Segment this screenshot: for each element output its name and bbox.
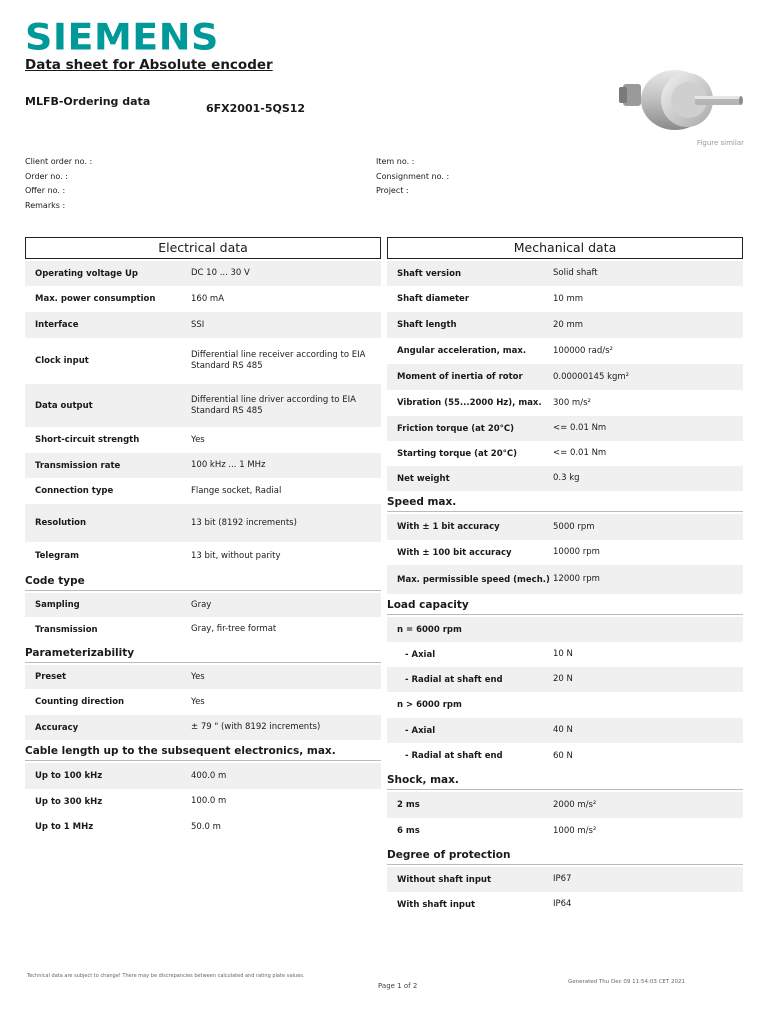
table-row <box>387 416 743 441</box>
row-value: 60 N <box>553 750 573 761</box>
row-key: Data output <box>35 400 93 411</box>
row-key: Vibration (55...2000 Hz), max. <box>397 398 542 408</box>
row-value: Gray, fir-tree format <box>191 624 277 634</box>
row-key: 6 ms <box>397 826 420 836</box>
encoder-product-image <box>615 70 745 140</box>
parameterizability-heading: Parameterizability <box>25 642 381 663</box>
row-key: Max. permissible speed (mech.) <box>397 574 550 585</box>
speed-max-heading: Speed max. <box>387 491 743 512</box>
row-key: Angular acceleration, max. <box>397 346 527 356</box>
row-value: SSI <box>191 319 205 330</box>
row-value: Yes <box>191 696 205 707</box>
row-value: 0.00000145 kgm² <box>553 371 630 382</box>
mlfb-label: MLFB-Ordering data <box>25 95 151 108</box>
row-value: 10000 rpm <box>553 547 600 557</box>
table-row <box>25 715 381 740</box>
row-key: - Axial <box>405 649 436 660</box>
table-row <box>25 286 381 312</box>
table-row <box>25 542 381 570</box>
code-type-heading: Code type <box>25 570 381 591</box>
row-value: 40 N <box>553 725 573 735</box>
row-value: Yes <box>191 434 205 445</box>
table-row <box>387 565 743 594</box>
row-key: Interface <box>35 320 79 330</box>
row-value: 400.0 m <box>191 770 227 781</box>
row-value: 50.0 m <box>191 821 221 832</box>
mechanical-data-header: Mechanical data <box>387 237 743 259</box>
row-key: - Axial <box>405 725 436 736</box>
document-title: Data sheet for Absolute encoder <box>25 57 273 73</box>
table-row <box>387 743 743 769</box>
table-row <box>387 466 743 491</box>
row-value: Differential line receiver according to EIA Standard RS 485 <box>191 350 366 371</box>
table-row <box>387 312 743 338</box>
row-key: Shaft diameter <box>397 294 470 304</box>
row-value: Yes <box>191 671 205 682</box>
row-value: 12000 rpm <box>553 574 600 584</box>
table-row <box>387 718 743 743</box>
row-value: Differential line driver according to EIA Standard RS 485 <box>191 394 356 416</box>
row-value: IP64 <box>553 899 572 909</box>
table-row <box>25 453 381 478</box>
table-row <box>387 261 743 286</box>
row-value: 300 m/s² <box>553 397 591 408</box>
table-row <box>387 286 743 312</box>
order-info-right <box>376 155 449 199</box>
cable-length-heading: Cable length up to the subsequent electronics, max. <box>25 740 381 761</box>
row-key: - Radial at shaft end <box>405 674 503 685</box>
table-row <box>25 478 381 504</box>
table-row <box>387 540 743 565</box>
row-key: Sampling <box>35 600 80 610</box>
row-key: Counting direction <box>35 697 125 707</box>
item-no-label: Item no. : <box>376 157 415 166</box>
project-label: Project : <box>376 186 409 195</box>
figure-caption: Figure similar <box>696 139 744 147</box>
load-capacity-heading: Load capacity <box>387 594 743 615</box>
offer-no-label: Offer no. : <box>25 186 66 195</box>
table-row <box>387 338 743 364</box>
table-row <box>387 818 743 844</box>
row-value: 100.0 m <box>191 796 227 806</box>
table-row <box>25 593 381 617</box>
row-key: Telegram <box>35 551 79 561</box>
row-value: 13 bit (8192 increments) <box>191 517 297 528</box>
degree-of-protection-heading: Degree of protection <box>387 844 743 865</box>
row-value: 100 kHz ... 1 MHz <box>191 460 266 470</box>
table-row <box>25 763 381 789</box>
row-value: 100000 rad/s² <box>553 345 613 356</box>
row-key: With ± 100 bit accuracy <box>397 547 512 558</box>
order-info-left <box>25 155 92 213</box>
row-value: DC 10 ... 30 V <box>191 268 250 278</box>
row-value: IP67 <box>553 874 572 884</box>
row-key: Without shaft input <box>397 874 492 885</box>
row-key: Preset <box>35 672 67 682</box>
row-value: 5000 rpm <box>553 521 595 532</box>
row-key: Max. power consumption <box>35 294 156 304</box>
row-value: Gray <box>191 599 212 610</box>
table-row <box>25 789 381 814</box>
siemens-logo: SIEMENS <box>25 16 219 58</box>
shock-max-heading: Shock, max. <box>387 769 743 790</box>
row-key: Operating voltage Up <box>35 268 138 279</box>
row-value: Solid shaft <box>553 268 598 278</box>
row-key: Short-circuit strength <box>35 435 140 445</box>
table-row <box>387 514 743 540</box>
row-key: Up to 1 MHz <box>35 822 94 832</box>
table-row <box>25 504 381 542</box>
row-key: Clock input <box>35 356 89 366</box>
table-row <box>25 427 381 453</box>
row-key: With ± 1 bit accuracy <box>397 522 500 532</box>
table-row <box>387 441 743 466</box>
table-row <box>25 814 381 840</box>
row-value: 10 N <box>553 649 573 659</box>
row-key: n = 6000 rpm <box>397 624 462 635</box>
row-key: Net weight <box>397 473 450 484</box>
row-key: Resolution <box>35 518 87 528</box>
remarks-label: Remarks : <box>25 200 66 210</box>
row-key: Shaft length <box>397 320 457 330</box>
row-value: 0.3 kg <box>553 473 580 483</box>
table-row <box>387 642 743 667</box>
row-key: Friction torque (at 20°C) <box>397 423 515 434</box>
table-row <box>387 667 743 692</box>
mechanical-data-column <box>387 237 743 917</box>
row-key: Starting torque (at 20°C) <box>397 448 517 459</box>
row-key: Transmission <box>35 624 98 635</box>
row-value: <= 0.01 Nm <box>553 448 607 458</box>
table-row <box>25 689 381 715</box>
row-value: 160 mA <box>191 293 225 304</box>
row-key: Up to 300 kHz <box>35 796 103 807</box>
table-row <box>25 617 381 642</box>
row-value: 1000 m/s² <box>553 825 597 836</box>
consignment-no-label: Consignment no. : <box>376 171 450 181</box>
table-row <box>387 892 743 917</box>
table-row <box>25 312 381 338</box>
row-key: - Radial at shaft end <box>405 751 503 761</box>
table-row <box>387 692 743 718</box>
table-row <box>387 390 743 416</box>
row-key: 2 ms <box>397 800 420 810</box>
table-row <box>387 792 743 818</box>
row-key: With shaft input <box>397 899 476 910</box>
row-key: Connection type <box>35 486 114 496</box>
row-value: 2000 m/s² <box>553 799 597 810</box>
table-row <box>25 665 381 689</box>
row-key: Transmission rate <box>35 460 121 471</box>
table-row <box>387 617 743 642</box>
row-value: <= 0.01 Nm <box>553 423 607 433</box>
table-row <box>25 384 381 427</box>
client-order-label: Client order no. : <box>25 157 93 166</box>
row-value: Flange socket, Radial <box>191 485 282 496</box>
row-value: 13 bit, without parity <box>191 550 281 561</box>
row-key: Accuracy <box>35 722 79 733</box>
page-number: Page 1 of 2 <box>378 982 418 990</box>
row-key: n > 6000 rpm <box>397 700 462 710</box>
mlfb-value: 6FX2001-5QS12 <box>206 102 306 115</box>
row-value: ± 79 " (with 8192 increments) <box>191 722 321 732</box>
order-no-label: Order no. : <box>25 171 68 181</box>
table-row <box>25 261 381 286</box>
row-value: 20 mm <box>553 319 584 330</box>
table-row <box>387 867 743 892</box>
row-value: 20 N <box>553 674 573 684</box>
electrical-data-column <box>25 237 381 840</box>
electrical-data-header: Electrical data <box>25 237 381 259</box>
row-value: 10 mm <box>553 293 584 304</box>
generated-timestamp: Generated Thu Dec 09 11:54:03 CET 2021 <box>568 979 686 985</box>
disclaimer-note: Technical data are subject to change! There may be discrepancies between calculated and rating plate values. <box>27 973 305 979</box>
row-key: Shaft version <box>397 268 461 279</box>
table-row <box>25 338 381 384</box>
table-row <box>387 364 743 390</box>
row-key: Moment of inertia of rotor <box>397 372 523 382</box>
row-key: Up to 100 kHz <box>35 771 103 781</box>
